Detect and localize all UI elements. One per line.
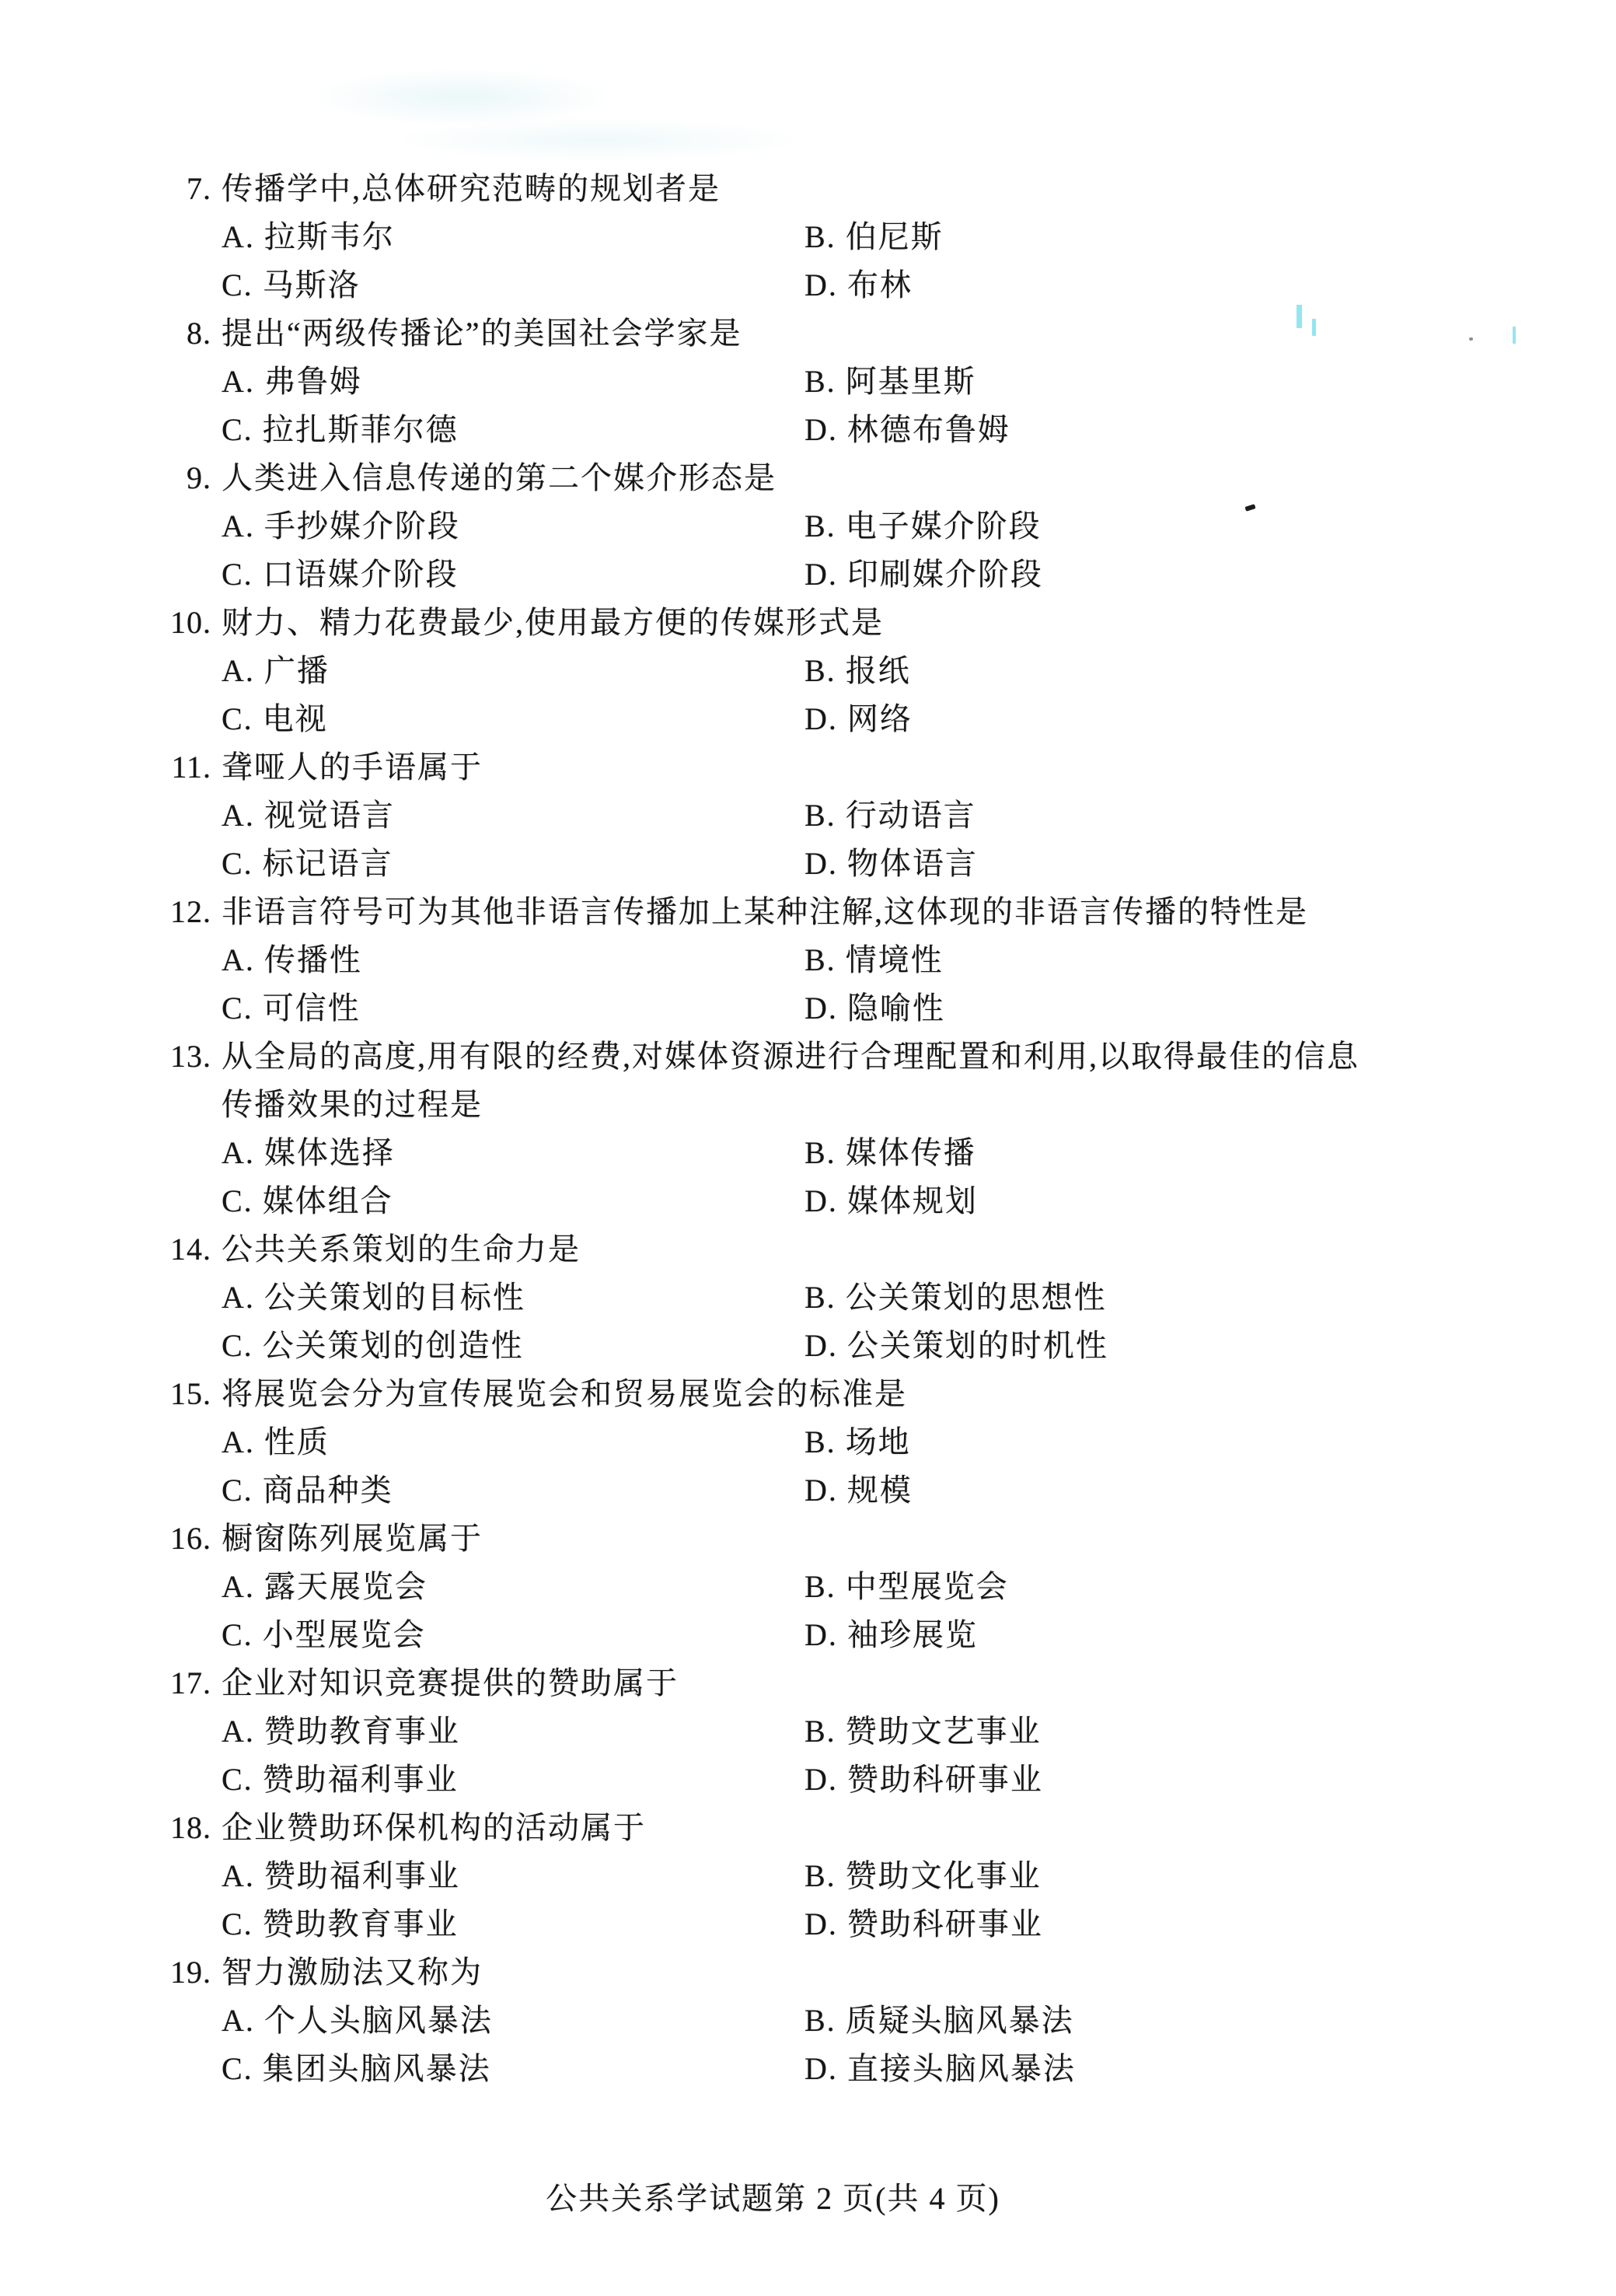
option-B — [805, 792, 976, 840]
page-footer: 公共关系学试题第 2 页(共 4 页) — [546, 2181, 1000, 2216]
option-label: A. — [222, 942, 255, 977]
option-row — [0, 406, 1616, 454]
scan-smudge-artifact — [311, 68, 614, 126]
question-number: 12. — [170, 894, 211, 929]
option-A — [222, 1418, 805, 1466]
option-row — [0, 213, 1616, 261]
option-A — [222, 213, 805, 261]
question-text: 传播学中,总体研究范畴的规划者是 — [222, 171, 721, 206]
option-label: A. — [222, 1280, 255, 1315]
option-label: A. — [222, 653, 255, 688]
question-text: 财力、精力花费最少,使用最方便的传媒形式是 — [222, 605, 884, 640]
option-label: A. — [222, 508, 255, 543]
question-stem — [0, 743, 1616, 792]
option-row — [0, 695, 1616, 743]
option-text: 拉扎斯菲尔德 — [262, 412, 459, 447]
option-A — [222, 936, 805, 984]
option-A — [222, 502, 805, 550]
option-text: 中型展览会 — [845, 1569, 1009, 1604]
option-text: 商品种类 — [262, 1473, 393, 1508]
option-text: 电视 — [262, 701, 328, 736]
option-text: 质疑头脑风暴法 — [845, 2003, 1074, 2038]
option-label: C. — [222, 701, 253, 736]
option-text: 公关策划的创造性 — [262, 1328, 524, 1363]
option-label: D. — [805, 412, 838, 447]
option-text: 赞助文化事业 — [845, 1858, 1042, 1893]
option-row — [0, 261, 1616, 309]
option-text: 行动语言 — [845, 798, 976, 833]
option-text: 视觉语言 — [264, 798, 395, 833]
option-text: 报纸 — [845, 653, 911, 688]
option-text: 媒体组合 — [262, 1183, 393, 1218]
option-label: D. — [805, 701, 838, 736]
option-B — [805, 1274, 1107, 1322]
question-stem — [0, 1804, 1616, 1852]
option-label: B. — [805, 1135, 836, 1170]
option-label: A. — [222, 798, 255, 833]
option-row — [0, 1563, 1616, 1611]
question-text: 企业赞助环保机构的活动属于 — [222, 1810, 646, 1845]
option-label: C. — [222, 1328, 253, 1363]
option-row — [0, 1322, 1616, 1370]
option-label: C. — [222, 1617, 253, 1652]
option-text: 林德布鲁姆 — [846, 412, 1010, 447]
option-D — [805, 984, 945, 1033]
question-stem — [0, 599, 1616, 647]
option-row — [0, 1129, 1616, 1177]
option-text: 网络 — [846, 701, 913, 736]
option-label: A. — [222, 1569, 255, 1604]
option-C — [222, 1322, 805, 1370]
option-label: D. — [805, 1617, 838, 1652]
option-D — [805, 406, 1010, 454]
question-number: 17. — [170, 1665, 211, 1700]
option-B — [805, 1852, 1042, 1900]
option-label: C. — [222, 412, 253, 447]
option-A — [222, 1852, 805, 1900]
option-text: 可信性 — [262, 991, 361, 1026]
option-text: 隐喻性 — [846, 991, 945, 1026]
question-number: 8. — [187, 316, 211, 351]
option-B — [805, 1129, 976, 1177]
question-stem — [0, 1948, 1616, 1997]
option-label: D. — [805, 991, 838, 1026]
option-B — [805, 358, 976, 406]
option-text: 电子媒介阶段 — [845, 508, 1042, 543]
option-row — [0, 984, 1616, 1033]
option-label: B. — [805, 942, 836, 977]
question-number: 13. — [170, 1039, 211, 1074]
option-label: A. — [222, 1424, 255, 1459]
option-D — [805, 261, 913, 309]
question-number: 9. — [187, 460, 211, 495]
option-text: 媒体传播 — [845, 1135, 976, 1170]
option-row — [0, 1177, 1616, 1225]
question-list — [0, 165, 1616, 2093]
option-label: D. — [805, 2051, 838, 2086]
question-text: 从全局的高度,用有限的经费,对媒体资源进行合理配置和利用,以取得最佳的信息 — [222, 1039, 1359, 1074]
option-A — [222, 1997, 805, 2045]
option-text: 拉斯韦尔 — [264, 219, 395, 254]
option-row — [0, 647, 1616, 695]
option-row — [0, 502, 1616, 550]
option-C — [222, 550, 805, 599]
option-text: 赞助福利事业 — [264, 1858, 460, 1893]
option-text: 公关策划的目标性 — [264, 1280, 525, 1315]
option-D — [805, 695, 913, 743]
option-D — [805, 1466, 913, 1515]
option-row — [0, 1274, 1616, 1322]
option-row — [0, 1707, 1616, 1756]
question-text: 橱窗陈列展览属于 — [222, 1521, 483, 1556]
option-label: D. — [805, 267, 838, 302]
option-text: 口语媒介阶段 — [262, 557, 459, 592]
option-text: 公关策划的时机性 — [846, 1328, 1108, 1363]
question-number: 19. — [170, 1955, 211, 1990]
option-row — [0, 1611, 1616, 1659]
question-text: 企业对知识竞赛提供的赞助属于 — [222, 1665, 679, 1700]
option-text: 马斯洛 — [262, 267, 361, 302]
option-label: C. — [222, 991, 253, 1026]
option-A — [222, 792, 805, 840]
option-row — [0, 1466, 1616, 1515]
option-text: 公关策划的思想性 — [845, 1280, 1107, 1315]
option-row — [0, 936, 1616, 984]
option-text: 场地 — [845, 1424, 911, 1459]
option-B — [805, 936, 944, 984]
option-text: 广播 — [264, 653, 330, 688]
option-label: A. — [222, 364, 255, 399]
option-text: 集团头脑风暴法 — [262, 2051, 491, 2086]
option-C — [222, 406, 805, 454]
question-stem — [0, 454, 1616, 502]
option-row — [0, 550, 1616, 599]
option-A — [222, 358, 805, 406]
question-text: 智力激励法又称为 — [222, 1955, 483, 1990]
question-stem — [0, 1659, 1616, 1707]
option-C — [222, 2045, 805, 2093]
option-text: 袖珍展览 — [846, 1617, 978, 1652]
question-text: 聋哑人的手语属于 — [222, 750, 483, 785]
option-C — [222, 1900, 805, 1948]
option-B — [805, 1563, 1009, 1611]
option-C — [222, 1466, 805, 1515]
option-text: 印刷媒介阶段 — [846, 557, 1043, 592]
option-text: 小型展览会 — [262, 1617, 426, 1652]
option-label: C. — [222, 846, 253, 881]
option-label: C. — [222, 1906, 253, 1941]
option-A — [222, 1274, 805, 1322]
option-text: 标记语言 — [262, 846, 393, 881]
question-number: 11. — [171, 750, 211, 785]
question-stem — [0, 1225, 1616, 1274]
option-row — [0, 1418, 1616, 1466]
option-A — [222, 1563, 805, 1611]
option-row — [0, 1900, 1616, 1948]
question-stem — [0, 1515, 1616, 1563]
option-C — [222, 984, 805, 1033]
question-number: 10. — [170, 605, 211, 640]
option-D — [805, 840, 978, 888]
question-number: 7. — [187, 171, 211, 206]
option-label: D. — [805, 1328, 838, 1363]
option-D — [805, 1177, 978, 1225]
scan-smudge-artifact — [389, 118, 808, 162]
question-text: 传播效果的过程是 — [222, 1087, 483, 1122]
option-A — [222, 1707, 805, 1756]
option-label: D. — [805, 1183, 838, 1218]
question-stem — [0, 888, 1616, 936]
option-label: B. — [805, 1280, 836, 1315]
option-B — [805, 1997, 1074, 2045]
option-row — [0, 840, 1616, 888]
option-text: 赞助科研事业 — [846, 1762, 1043, 1797]
option-D — [805, 1611, 978, 1659]
option-label: B. — [805, 508, 836, 543]
option-label: B. — [805, 798, 836, 833]
option-C — [222, 1177, 805, 1225]
option-A — [222, 1129, 805, 1177]
option-text: 性质 — [264, 1424, 330, 1459]
option-row — [0, 792, 1616, 840]
question-text: 公共关系策划的生命力是 — [222, 1232, 581, 1267]
option-label: C. — [222, 1183, 253, 1218]
option-C — [222, 840, 805, 888]
question-number: 16. — [170, 1521, 211, 1556]
option-label: A. — [222, 219, 255, 254]
option-text: 个人头脑风暴法 — [264, 2003, 493, 2038]
option-label: B. — [805, 219, 836, 254]
option-label: B. — [805, 1858, 836, 1893]
option-C — [222, 1611, 805, 1659]
option-B — [805, 502, 1042, 550]
option-label: B. — [805, 1569, 836, 1604]
option-label: D. — [805, 557, 838, 592]
option-text: 赞助文艺事业 — [845, 1714, 1042, 1749]
option-text: 物体语言 — [846, 846, 978, 881]
question-number: 18. — [170, 1810, 211, 1845]
option-label: A. — [222, 1714, 255, 1749]
option-row — [0, 1852, 1616, 1900]
option-B — [805, 213, 944, 261]
option-label: A. — [222, 2003, 255, 2038]
option-text: 赞助福利事业 — [262, 1762, 459, 1797]
option-text: 露天展览会 — [264, 1569, 428, 1604]
option-text: 布林 — [846, 267, 913, 302]
option-text: 媒体规划 — [846, 1183, 978, 1218]
option-text: 媒体选择 — [264, 1135, 395, 1170]
option-text: 赞助教育事业 — [262, 1906, 459, 1941]
question-number: 14. — [170, 1232, 211, 1267]
question-text: 人类进入信息传递的第二个媒介形态是 — [222, 460, 777, 495]
question-stem-continued — [0, 1081, 1616, 1129]
option-label: D. — [805, 846, 838, 881]
option-A — [222, 647, 805, 695]
option-label: C. — [222, 1473, 253, 1508]
option-label: A. — [222, 1135, 255, 1170]
question-text: 提出“两级传播论”的美国社会学家是 — [222, 316, 742, 351]
option-text: 伯尼斯 — [845, 219, 944, 254]
option-text: 弗鲁姆 — [264, 364, 362, 399]
option-B — [805, 647, 911, 695]
question-stem — [0, 1370, 1616, 1418]
option-C — [222, 261, 805, 309]
option-D — [805, 1900, 1043, 1948]
option-row — [0, 1997, 1616, 2045]
question-number: 15. — [170, 1376, 211, 1411]
option-label: C. — [222, 1762, 253, 1797]
option-row — [0, 2045, 1616, 2093]
option-text: 手抄媒介阶段 — [264, 508, 460, 543]
option-row — [0, 1756, 1616, 1804]
option-label: B. — [805, 1424, 836, 1459]
option-label: C. — [222, 557, 253, 592]
option-label: B. — [805, 2003, 836, 2038]
option-text: 赞助教育事业 — [264, 1714, 460, 1749]
option-label: D. — [805, 1762, 838, 1797]
option-text: 情境性 — [845, 942, 944, 977]
question-stem — [0, 1033, 1616, 1081]
option-B — [805, 1707, 1042, 1756]
option-label: D. — [805, 1906, 838, 1941]
option-D — [805, 1756, 1043, 1804]
option-text: 赞助科研事业 — [846, 1906, 1043, 1941]
question-stem — [0, 309, 1616, 358]
option-label: B. — [805, 364, 836, 399]
option-row — [0, 358, 1616, 406]
option-D — [805, 550, 1043, 599]
option-label: C. — [222, 267, 253, 302]
option-label: A. — [222, 1858, 255, 1893]
question-text: 将展览会分为宣传展览会和贸易展览会的标准是 — [222, 1376, 907, 1411]
option-label: C. — [222, 2051, 253, 2086]
option-label: B. — [805, 653, 836, 688]
option-D — [805, 1322, 1108, 1370]
option-text: 直接头脑风暴法 — [846, 2051, 1076, 2086]
question-stem — [0, 165, 1616, 213]
option-text: 规模 — [846, 1473, 913, 1508]
question-text: 非语言符号可为其他非语言传播加上某种注解,这体现的非语言传播的特性是 — [222, 894, 1308, 929]
option-C — [222, 695, 805, 743]
option-text: 传播性 — [264, 942, 362, 977]
option-label: B. — [805, 1714, 836, 1749]
option-text: 阿基里斯 — [845, 364, 976, 399]
option-D — [805, 2045, 1076, 2093]
option-label: D. — [805, 1473, 838, 1508]
option-C — [222, 1756, 805, 1804]
option-B — [805, 1418, 911, 1466]
